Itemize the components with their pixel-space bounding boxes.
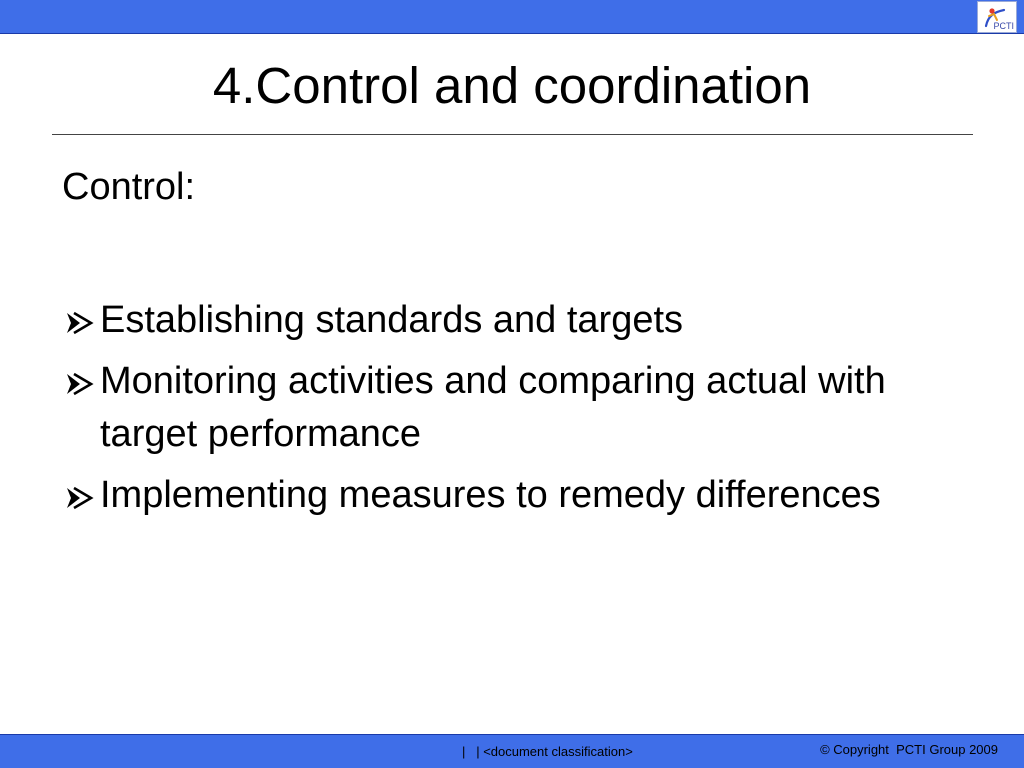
copyright-notice: © Copyright PCTI Group 2009 <box>820 742 998 757</box>
header-bar <box>0 0 1024 34</box>
logo-text: PCTI <box>993 21 1014 31</box>
section-subheading: Control: <box>62 166 196 208</box>
bullet-item <box>62 469 962 522</box>
title-divider <box>52 134 973 135</box>
arrow-bullet-icon <box>64 309 94 337</box>
document-classification: | | <document classification> <box>462 744 633 759</box>
company-logo <box>977 1 1017 33</box>
arrow-bullet-icon <box>64 370 94 398</box>
bullet-text: Implementing measures to remedy differences <box>100 474 881 516</box>
slide-title: 4.Control and coordination <box>212 57 812 114</box>
bullet-list <box>62 294 962 530</box>
bullet-text: Monitoring activities and comparing actual with target performance <box>100 360 886 455</box>
bullet-text: Establishing standards and targets <box>100 299 684 341</box>
arrow-bullet-icon <box>64 484 94 512</box>
bullet-item <box>62 355 962 461</box>
bullet-item <box>62 294 962 347</box>
